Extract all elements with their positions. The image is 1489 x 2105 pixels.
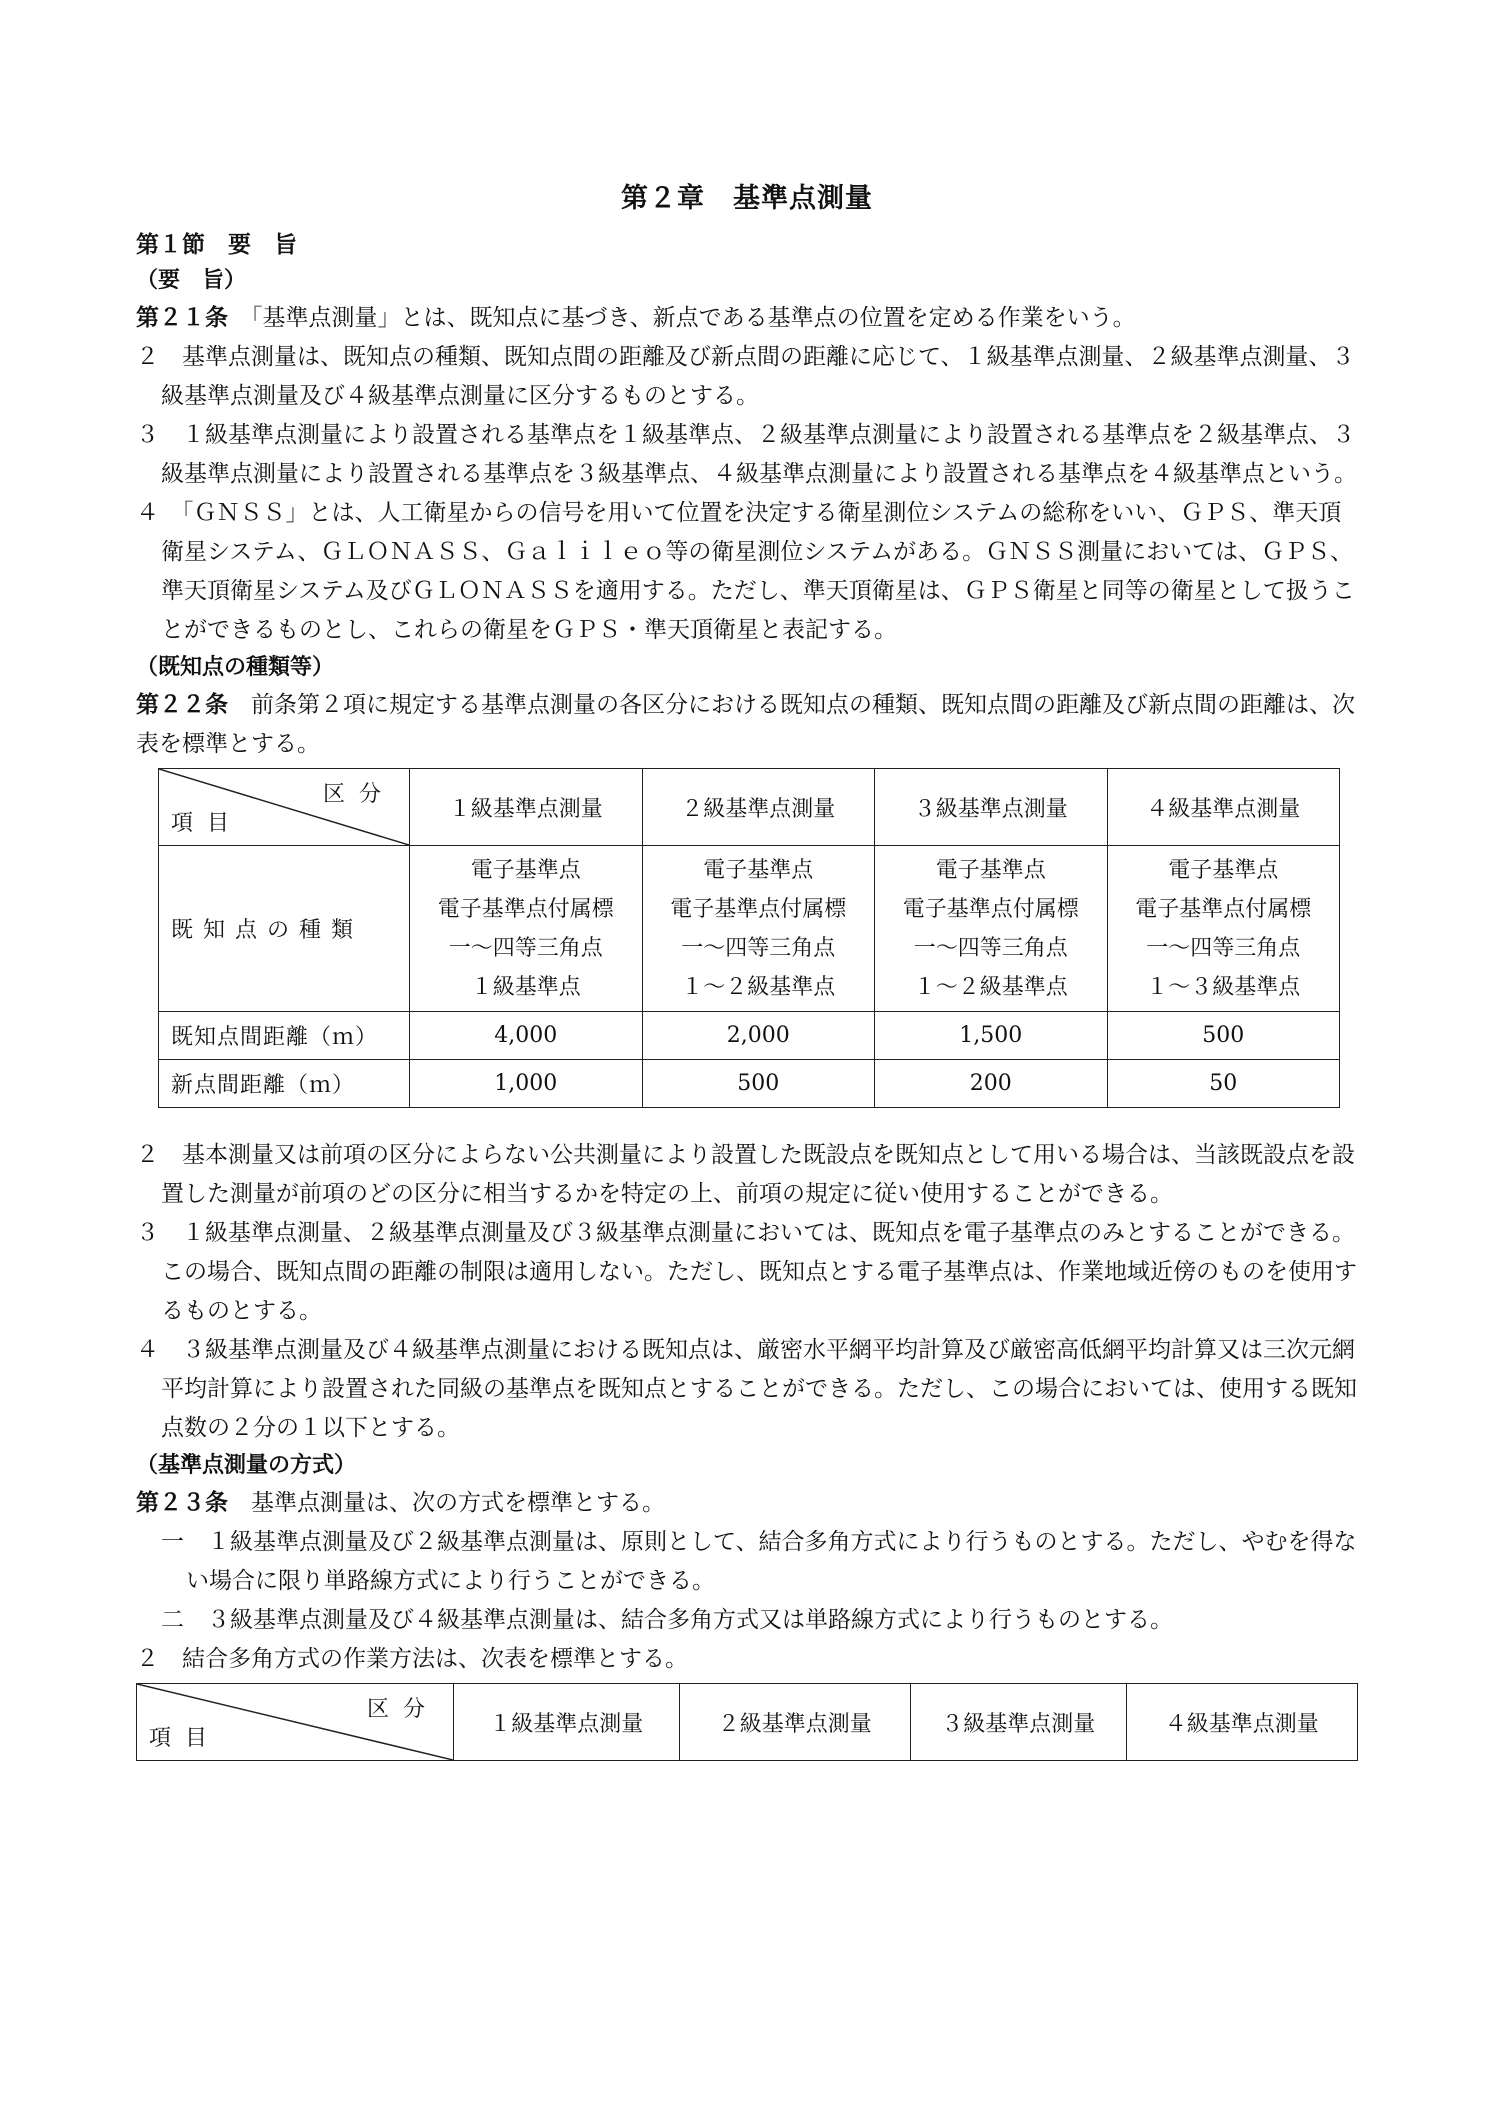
multi-angle-method-table	[136, 1683, 1358, 1761]
column-header: ２級基準点測量	[642, 769, 875, 846]
section-title: 第１節 要 旨	[136, 232, 297, 258]
column-header: ４級基準点測量	[1107, 769, 1340, 846]
table-cell: 200	[875, 1060, 1108, 1108]
chapter-title: 第２章 基準点測量	[621, 183, 873, 214]
table-cell: 電子基準点 電子基準点付属標 一～四等三角点 １級基準点	[410, 846, 643, 1012]
table-cell: 電子基準点 電子基準点付属標 一～四等三角点 １～２級基準点	[875, 846, 1108, 1012]
table-cell: 500	[1107, 1012, 1340, 1060]
table-row-known-distance	[159, 1012, 1340, 1060]
table-cell: 4,000	[410, 1012, 643, 1060]
article-21	[136, 299, 1358, 338]
article-22-para-3: ３ １級基準点測量、２級基準点測量及び３級基準点測量においては、既知点を電子基準点のみとすることができる。この場合、既知点間の距離の制限は適用しない。ただし、既知点とする電子基準点は、作業地域近傍のものを使用するものとする。	[136, 1220, 1357, 1324]
table-row-new-distance	[159, 1060, 1340, 1108]
heading-kichiten: （既知点の種類等）	[136, 655, 335, 680]
table-header-row	[159, 769, 1340, 846]
column-header: ３級基準点測量	[875, 769, 1108, 846]
row-label: 新点間距離（ｍ）	[159, 1060, 410, 1108]
article-21-para-2: ２ 基準点測量は、既知点の種類、既知点間の距離及び新点間の距離に応じて、１級基準点測量、２級基準点測量、３級基準点測量及び４級基準点測量に区分するものとする。	[136, 344, 1355, 409]
article-23-item-1: 一 １級基準点測量及び２級基準点測量は、原則として、結合多角方式により行うものとする。ただし、やむを得ない場合に限り単路線方式により行うことができる。	[161, 1529, 1357, 1594]
header-komoku: 項目	[149, 1726, 222, 1751]
article-text: 基準点測量は、次の方式を標準とする。	[251, 1490, 665, 1516]
heading-hoshiki: （基準点測量の方式）	[136, 1453, 357, 1478]
header-kubun: 区分	[322, 782, 395, 807]
table-row-types	[159, 846, 1340, 1012]
article-number: 第２３条	[136, 1490, 228, 1516]
table-cell: 電子基準点 電子基準点付属標 一～四等三角点 １～２級基準点	[642, 846, 875, 1012]
article-text: 前条第２項に規定する基準点測量の各区分における既知点の種類、既知点間の距離及び新点間の距離は、次表を標準とする。	[136, 692, 1355, 757]
article-text: 「基準点測量」とは、既知点に基づき、新点である基準点の位置を定める作業をいう。	[251, 305, 1136, 331]
row-label: 既知点の種類	[159, 846, 410, 1012]
column-header: １級基準点測量	[454, 1684, 680, 1761]
article-22-para-2: ２ 基本測量又は前項の区分によらない公共測量により設置した既設点を既知点として用いる場合は、当該既設点を設置した測量が前項のどの区分に相当するかを特定の上、前項の規定に従い使用することができる。	[136, 1142, 1355, 1207]
article-23-para-2: ２ 結合多角方式の作業方法は、次表を標準とする。	[136, 1646, 688, 1672]
article-21-para-4: ４ 「ＧＮＳＳ」とは、人工衛星からの信号を用いて位置を決定する衛星測位システムの総称をいい、ＧＰＳ、準天頂衛星システム、ＧＬＯＮＡＳＳ、Ｇａｌｉｌｅｏ等の衛星測位システムがある。ＧＮＳＳ測量においては、ＧＰＳ、準天頂衛星システム及びＧＬＯＮＡＳＳを適用する。ただし、準天頂衛星は、ＧＰＳ衛星と同等の衛星として扱うことができるものとし、これらの衛星をＧＰＳ・準天頂衛星と表記する。	[136, 500, 1355, 643]
column-header: ３級基準点測量	[910, 1684, 1126, 1761]
column-header: ２級基準点測量	[679, 1684, 910, 1761]
heading-yoshi: （要 旨）	[136, 268, 247, 293]
table-cell: 500	[642, 1060, 875, 1108]
header-komoku: 項目	[171, 811, 244, 836]
column-header: １級基準点測量	[410, 769, 643, 846]
article-22-para-4: ４ ３級基準点測量及び４級基準点測量における既知点は、厳密水平網平均計算及び厳密高低網平均計算又は三次元網平均計算により設置された同級の基準点を既知点とすることができる。ただし、この場合においては、使用する既知点数の２分の１以下とする。	[136, 1337, 1357, 1441]
table-cell: 1,000	[410, 1060, 643, 1108]
article-number: 第２２条	[136, 692, 228, 718]
table-cell: 1,500	[875, 1012, 1108, 1060]
article-23-item-2: 二 ３級基準点測量及び４級基準点測量は、結合多角方式又は単路線方式により行うものとする。	[161, 1607, 1173, 1633]
article-23	[136, 1484, 1358, 1523]
header-kubun: 区分	[366, 1697, 439, 1722]
article-22	[136, 686, 1358, 764]
article-21-para-3: ３ １級基準点測量により設置される基準点を１級基準点、２級基準点測量により設置される基準点を２級基準点、３級基準点測量により設置される基準点を３級基準点、４級基準点測量により設置される基準点を４級基準点という。	[136, 422, 1357, 487]
known-point-table	[158, 768, 1340, 1108]
document-page	[136, 168, 1358, 1761]
table-cell: 2,000	[642, 1012, 875, 1060]
row-label: 既知点間距離（ｍ）	[159, 1012, 410, 1060]
article-number: 第２１条	[136, 305, 228, 331]
column-header: ４級基準点測量	[1126, 1684, 1358, 1761]
table-cell: 電子基準点 電子基準点付属標 一～四等三角点 １～３級基準点	[1107, 846, 1340, 1012]
table-header-row	[137, 1684, 1358, 1761]
diagonal-header-cell	[159, 769, 410, 846]
table-cell: 50	[1107, 1060, 1340, 1108]
diagonal-header-cell	[137, 1684, 454, 1761]
